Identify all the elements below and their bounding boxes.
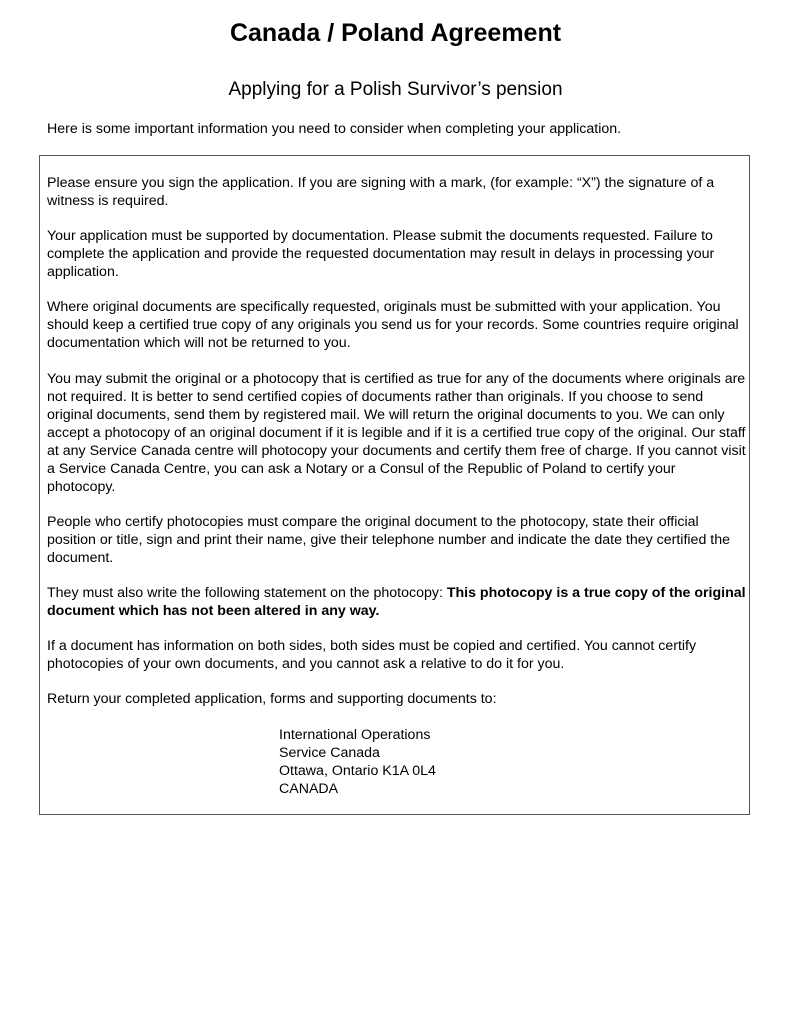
- address-line: Service Canada: [279, 745, 380, 761]
- photocopy-paragraph: You may submit the original or a photocopy that is certified as true for any of the documents where originals are not required. It is better to send certified copies of documents rather than originals. If you choose to send original documents, send them by registered mail. We will return the original documents to you. We can only accept a photocopy of an original document if it is legible and if it is a certified true copy of the original. Our staff at any Service Canada centre will photocopy your documents and certify them free of charge. If you cannot visit a Service Canada Centre, you can ask a Notary or a Consul of the Republic of Poland to certify your photocopy.: [47, 371, 746, 495]
- page-title: Canada / Poland Agreement: [229, 19, 562, 47]
- originals-paragraph: Where original documents are specifically requested, originals must be submitted with your application. You should keep a certified true copy of any originals you send us for your records. Some countries require original documentation which will not be returned to you.: [47, 299, 739, 351]
- certification-statement: This photocopy is a true copy of the original document which has not been altered in any way.: [47, 585, 746, 619]
- address-line: Ottawa, Ontario K1A 0L4: [279, 763, 436, 779]
- mailing-address: [279, 726, 579, 798]
- statement-intro: They must also write the following statement on the photocopy:: [47, 585, 447, 601]
- page-subtitle: Applying for a Polish Survivor’s pension: [228, 79, 563, 100]
- statement-paragraph: [47, 584, 747, 620]
- both-sides-paragraph: If a document has information on both sides, both sides must be copied and certified. You cannot certify photocopies of your own documents, and you cannot ask a relative to do it for you.: [47, 638, 697, 672]
- intro-text: Here is some important information you need to consider when completing your application.: [47, 121, 622, 137]
- return-instructions: Return your completed application, forms and supporting documents to:: [47, 691, 497, 707]
- documentation-paragraph: Your application must be supported by documentation. Please submit the documents requested. Failure to complete the application and provide the requested documentation may result in delays in processing your application.: [47, 228, 715, 280]
- signature-paragraph: Please ensure you sign the application. If you are signing with a mark, (for example: “X”) the signature of a witness is required.: [47, 175, 715, 209]
- certifier-paragraph: People who certify photocopies must compare the original document to the photocopy, state their official position or title, sign and print their name, give their telephone number and indicate the date they certified the document.: [47, 514, 730, 566]
- address-line: CANADA: [279, 781, 339, 797]
- address-line: International Operations: [279, 727, 431, 743]
